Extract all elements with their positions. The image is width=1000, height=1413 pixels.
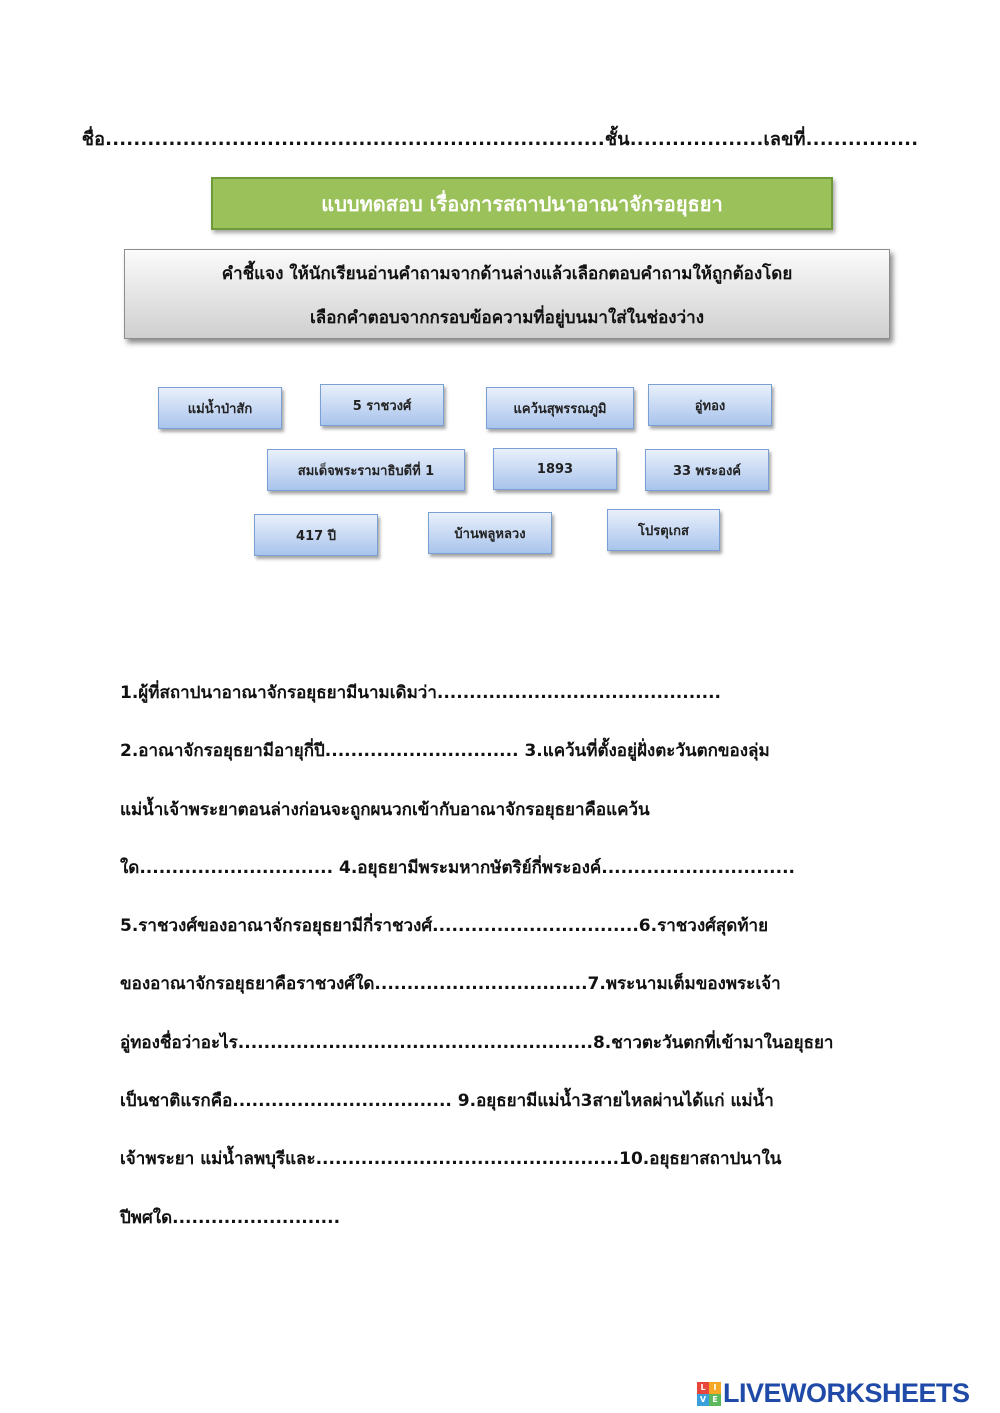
- liveworksheets-logo-icon: [697, 1382, 721, 1406]
- liveworksheets-brand: [697, 1378, 970, 1409]
- question-line: เป็นชาติแรกคือ.................................. 9.อยุธยามีแม่น้ำ3สายไหลผ่านได้แก่ แม่น้ำ: [120, 1091, 774, 1112]
- answer-chip[interactable]: 1893: [493, 448, 617, 490]
- question-line: 2.อาณาจักรอยุธยามีอายุกี่ปี.............................. 3.แคว้นที่ตั้งอยู่ฝั่งตะวันตกของลุ่ม: [120, 741, 770, 762]
- question-line: แม่น้ำเจ้าพระยาตอนล่างก่อนจะถูกผนวกเข้ากับอาณาจักรอยุธยาคือแคว้น: [120, 799, 650, 820]
- answer-chip[interactable]: สมเด็จพระรามาธิบดีที่ 1: [267, 449, 465, 491]
- logo-letter: E: [709, 1394, 721, 1406]
- instructions-box: [124, 249, 890, 339]
- student-info-line: ชื่อ.......................................................................ชั้น...................เลขที่................: [81, 129, 919, 150]
- answer-chip[interactable]: 417 ปี: [254, 514, 378, 556]
- question-line: 5.ราชวงศ์ของอาณาจักรอยุธยามีกี่ราชวงศ์................................6.ราชวงศ์สุดท้าย: [120, 916, 769, 937]
- question-line: ใด.............................. 4.อยุธยามีพระมหากษัตริย์กี่พระองค์..............................: [120, 857, 795, 878]
- brand-name: LIVEWORKSHEETS: [723, 1378, 970, 1408]
- worksheet-title: แบบทดสอบ เรื่องการสถาปนาอาณาจักรอยุธยา: [211, 177, 833, 230]
- instructions-line-2: เลือกคำตอบจากกรอบข้อความที่อยู่บนมาใส่ในช่องว่าง: [310, 308, 704, 328]
- logo-letter: L: [697, 1382, 709, 1394]
- logo-letter: V: [697, 1394, 709, 1406]
- answer-chip[interactable]: โปรตุเกส: [607, 509, 720, 551]
- question-line: อู่ทองชื่อว่าอะไร.......................................................8.ชาวตะวันตกที่เข้ามาในอยุธยา: [120, 1032, 834, 1053]
- answer-chip[interactable]: อู่ทอง: [648, 384, 772, 426]
- answer-chip[interactable]: แคว้นสุพรรณภูมิ: [486, 387, 634, 429]
- answer-chip[interactable]: 33 พระองค์: [645, 449, 769, 491]
- answer-chip[interactable]: บ้านพลูหลวง: [428, 512, 552, 554]
- question-line: 1.ผู้ที่สถาปนาอาณาจักรอยุธยามีนามเดิมว่า............................................: [120, 683, 722, 703]
- question-line: เจ้าพระยา แม่น้ำลพบุรีและ...............................................10.อยุธยาสถาปนาใน: [120, 1149, 782, 1170]
- answer-chip[interactable]: 5 ราชวงศ์: [320, 384, 444, 426]
- question-line: ปีพศใด..........................: [120, 1207, 341, 1228]
- question-list: [120, 664, 890, 1247]
- question-line: ของอาณาจักรอยุธยาคือราชวงศ์ใด.................................7.พระนามเต็มของพระเจ้า: [120, 974, 781, 995]
- logo-letter: I: [709, 1382, 721, 1394]
- answer-chip[interactable]: แม่น้ำป่าสัก: [158, 387, 282, 429]
- instructions-line-1: คำชี้แจง ให้นักเรียนอ่านคำถามจากด้านล่างแล้วเลือกตอบคำถามให้ถูกต้องโดย: [221, 264, 793, 284]
